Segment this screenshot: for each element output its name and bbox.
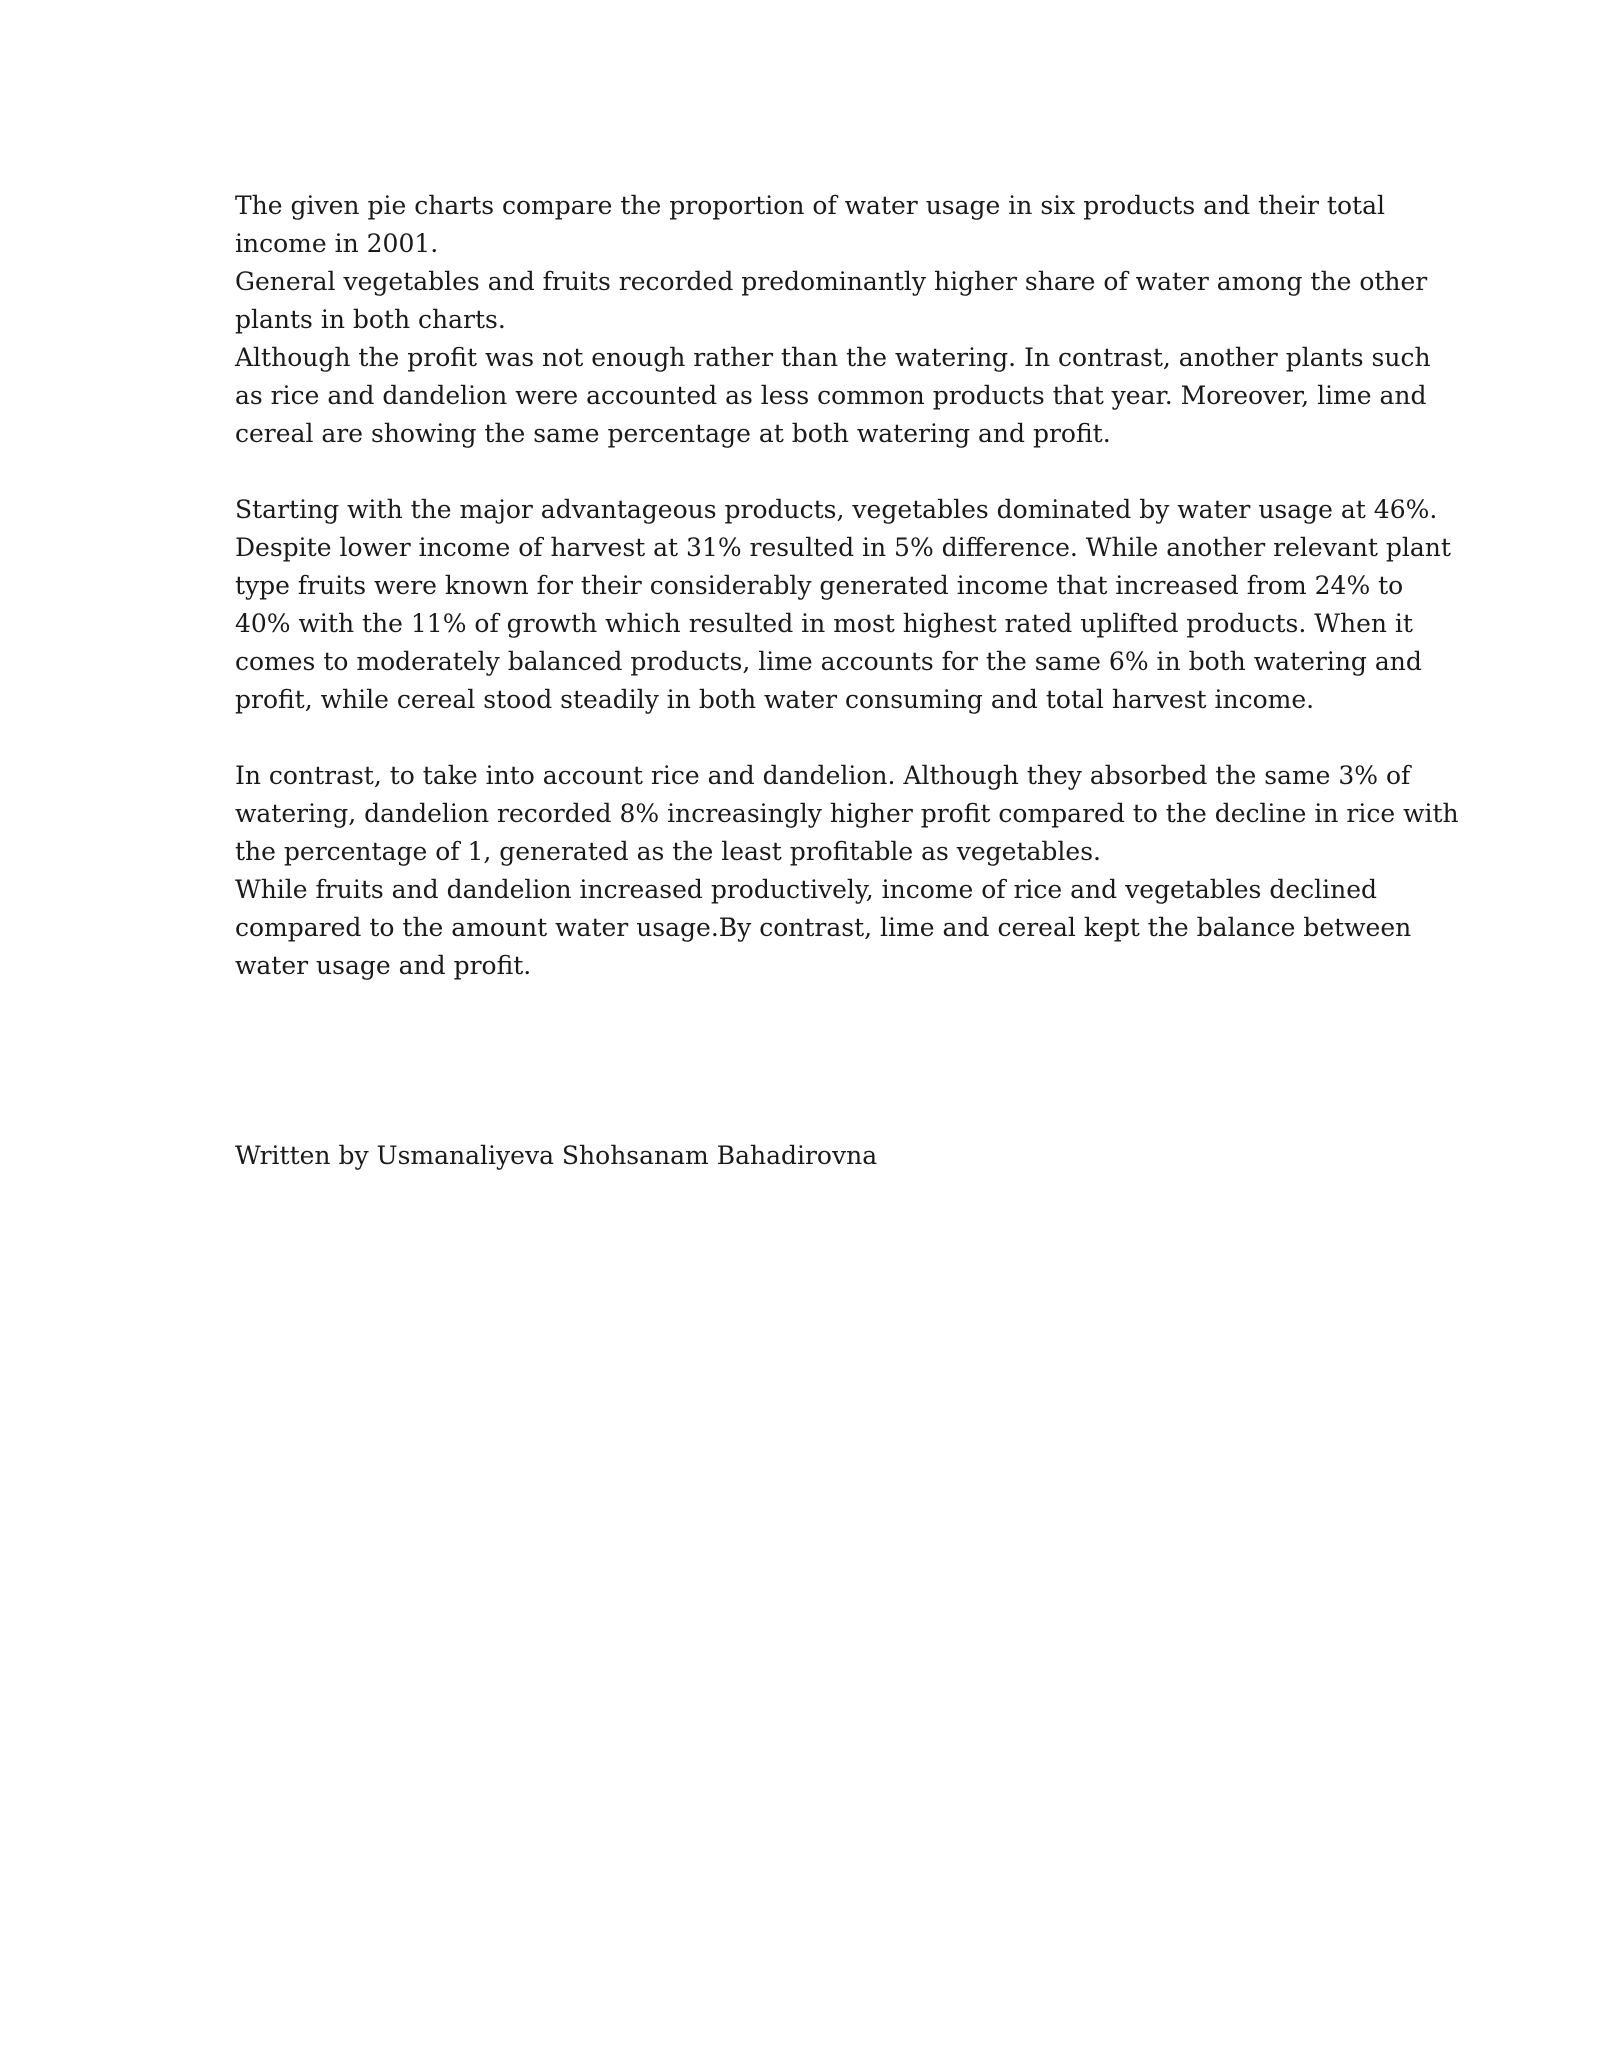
paragraph-body-2	[235, 757, 1459, 985]
text-line: compared to the amount water usage.By contrast, lime and cereal kept the balance between	[235, 913, 1412, 942]
paragraph-spacer	[235, 453, 1375, 491]
text-line: profit, while cereal stood steadily in both water consuming and total harvest income.	[235, 685, 1315, 714]
paragraph-spacer	[235, 719, 1375, 757]
text-line: Although the profit was not enough rather than the watering. In contrast, another plants such	[235, 343, 1431, 372]
text-line: Starting with the major advantageous products, vegetables dominated by water usage at 46%.	[235, 495, 1438, 524]
paragraph-intro	[235, 187, 1431, 453]
author-signature: Written by Usmanaliyeva Shohsanam Bahadirovna	[235, 1141, 878, 1170]
text-line: water usage and profit.	[235, 951, 532, 980]
document-body	[235, 187, 1459, 1175]
paragraph-body-1	[235, 491, 1451, 719]
text-line: General vegetables and fruits recorded predominantly higher share of water among the other	[235, 267, 1428, 296]
text-line: In contrast, to take into account rice and dandelion. Although they absorbed the same 3% of	[235, 761, 1411, 790]
signature-spacer	[235, 985, 1375, 1137]
text-line: as rice and dandelion were accounted as less common products that year. Moreover, lime and	[235, 381, 1427, 410]
text-line: type fruits were known for their considerably generated income that increased from 24% to	[235, 571, 1404, 600]
text-line: cereal are showing the same percentage at both watering and profit.	[235, 419, 1111, 448]
text-line: 40% with the 11% of growth which resulted in most highest rated uplifted products. When it	[235, 609, 1413, 638]
text-line: watering, dandelion recorded 8% increasingly higher profit compared to the decline in rice with	[235, 799, 1459, 828]
text-line: the percentage of 1, generated as the least profitable as vegetables.	[235, 837, 1102, 866]
text-line: comes to moderately balanced products, lime accounts for the same 6% in both watering and	[235, 647, 1422, 676]
text-line: While fruits and dandelion increased productively, income of rice and vegetables declined	[235, 875, 1378, 904]
text-line: plants in both charts.	[235, 305, 506, 334]
text-line: income in 2001.	[235, 229, 439, 258]
text-line: The given pie charts compare the proportion of water usage in six products and their total	[235, 191, 1385, 220]
text-line: Despite lower income of harvest at 31% resulted in 5% difference. While another relevant plant	[235, 533, 1451, 562]
